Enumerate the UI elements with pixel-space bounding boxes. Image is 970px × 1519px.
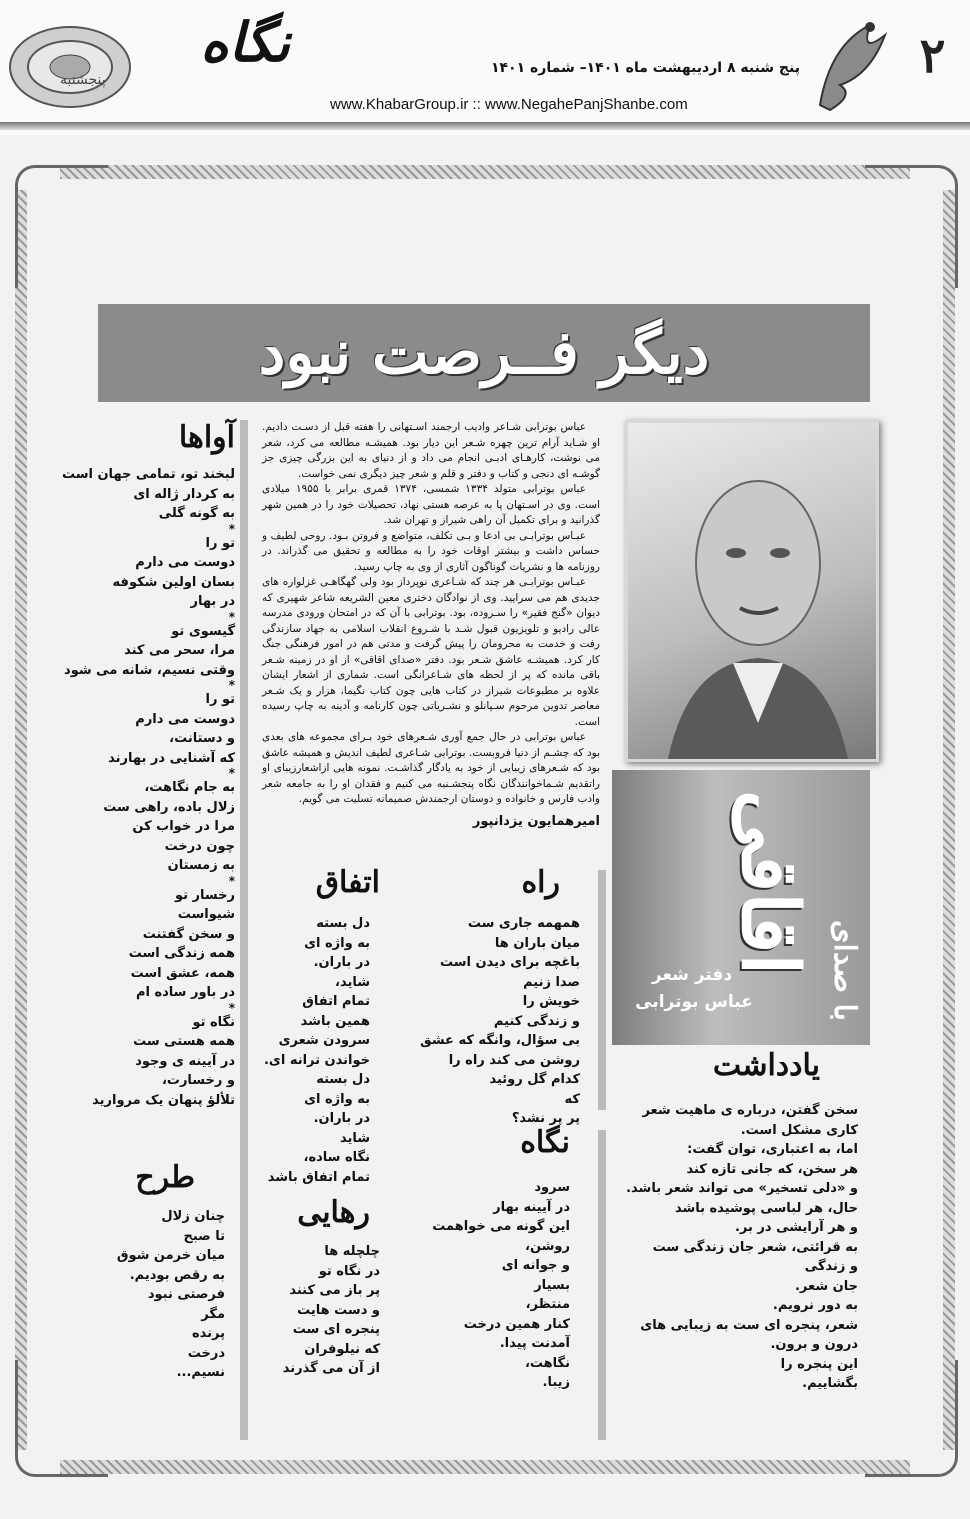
poem-line: و جوانه ای	[501, 1258, 570, 1273]
poem-line: نگاه ساده،	[303, 1150, 370, 1165]
poem-line: در آیینه ی وجود	[135, 1053, 235, 1069]
poem-line: شعر، پنجره ای ست به زیبایی های	[640, 1317, 858, 1333]
poem-line: در باور ساده ام	[135, 985, 235, 1000]
poem-line: میان خرمن شوق	[116, 1248, 225, 1263]
poem-line: خویش را	[522, 994, 580, 1009]
article-paragraph: عباس بوترابی در حال جمع آوری شـعرهای خود بـرای مجموعه های بعدی بود که چشـم از دنیا فروبست. بوترابی شـاعری لطیف اندیش و همیشه عاشق بود که شـعرهای زیبایی از خود به یادگار گذاشـت. نمونه هایی ازاشعارزیبای او راتقدیم شـماخوانندگان نگاه پنجشـنبه می کنیم و فقدان او را به جامعه شعر وادب فارس و خانواده و دوستان ارجمندش صمیمانه تسلیت می گویم.	[262, 731, 600, 805]
stanza-separator: *	[228, 1000, 235, 1015]
stanza-separator: *	[228, 609, 235, 624]
poem-line: منتظر،	[525, 1297, 570, 1312]
column-divider	[598, 1130, 606, 1440]
poem-line: در باران.	[313, 955, 370, 970]
book-cover-author: عباس بوترابی	[635, 992, 753, 1012]
yaddasht-note	[615, 1048, 870, 1394]
poem-raah	[420, 865, 590, 1129]
poem-line: به زمستان	[167, 858, 235, 873]
poem-title: طرح	[135, 1160, 195, 1195]
poem-line: سرود	[534, 1180, 570, 1195]
poem-line: که	[564, 1091, 580, 1107]
poem-line: تو را	[205, 692, 235, 707]
poem-line: و دستانت،	[169, 731, 235, 746]
poem-avaha	[61, 420, 235, 1110]
poem-line: بی سؤال، وانگه که عشق	[420, 1033, 580, 1048]
poem-line: پر پر نشد؟	[511, 1111, 580, 1126]
poem-line: تلألؤ پنهان یک مروارید	[92, 1092, 235, 1108]
poem-line: سرودن شعری	[278, 1033, 370, 1048]
poem-line: شیواست	[177, 907, 235, 922]
poem-title: راه	[521, 865, 560, 900]
article-paragraph: عبـاس بوترابـی بی ادعا و بـی تکلف، متواضع و فروتن بـود. روحی لطیف و حساس داشت و بیشتر اوقات خود را به مطالعه و تحقیق می گذراند. در روزنامه ها و نشریات گوناگون آثاری از وی به چاپ رسید.	[262, 529, 600, 573]
poem-line: بسان اولین شکوفه	[112, 574, 235, 590]
frame-left	[15, 190, 27, 1450]
page-number: ۲	[919, 28, 946, 84]
poem-line: صدا زنیم	[523, 974, 580, 990]
poem-line: مگر	[201, 1306, 225, 1322]
poem-line: تمام اتفاق باشد	[267, 1169, 370, 1185]
poem-line: میان باران ها	[494, 935, 580, 951]
phoenix-ornament	[800, 5, 900, 115]
poem-line: نسیم...	[176, 1365, 225, 1380]
websites: www.KhabarGroup.ir :: www.NegahePanjShanbe.com	[330, 96, 688, 113]
poem-line: بگشاییم.	[802, 1376, 858, 1391]
frame-bottom	[60, 1460, 910, 1474]
poem-line: چون درخت	[164, 838, 235, 854]
poem-title: نگاه	[520, 1125, 570, 1160]
book-cover-title: اقاقی	[724, 790, 815, 976]
column-divider	[598, 870, 606, 1110]
poem-line: همه هستی ست	[133, 1034, 235, 1049]
stanza-separator: *	[228, 521, 235, 536]
poem-line: از آن می گذرند	[282, 1361, 380, 1376]
poem-line: نگاهت،	[524, 1355, 570, 1371]
poem-line: مرا در خواب کن	[132, 819, 235, 834]
poem-line: تمام اتفاق	[302, 994, 370, 1009]
poem-rahaei	[260, 1195, 410, 1379]
poem-line: درخت	[187, 1345, 225, 1361]
poem-line: فرصتی نبود	[147, 1287, 225, 1302]
stanza-separator: *	[228, 766, 235, 780]
poem-ettefagh	[260, 865, 410, 1187]
poem-line: جان شعر.	[794, 1278, 858, 1294]
poem-line: وقتی نسیم، شانه می شود	[64, 662, 235, 678]
article	[262, 420, 600, 829]
poem-line: تو را	[205, 535, 235, 551]
poem-line: و زندگی	[804, 1259, 858, 1274]
poem-line: گیسوی تو	[171, 623, 235, 639]
poem-line: شاید	[339, 1130, 370, 1146]
frame-corner-tr	[865, 165, 958, 288]
poem-line: به رقص بودیم.	[129, 1267, 225, 1283]
poem-line: و «دلی تسخیر» می تواند شعر باشد.	[626, 1181, 858, 1196]
poem-line: در آیینه بهار	[493, 1199, 570, 1215]
poem-line: در باران.	[313, 1111, 370, 1126]
poem-line: نگاه تو	[192, 1014, 235, 1030]
article-paragraph: عبـاس بوترابـی هر چند که شـاعری نوپرداز بود ولی گهگاهـی غزلواره های جدیدی هم می سرایید. وی از نوادگان دختری معین الشریعه شاعر شهیری که دیوان «گنج فقیر» را سـروده، بود. بوترابی با آن که در امتحان ورودی مدرسه عالی رادیو و تلویزیون قبول شـد با شـروع انقلاب اسلامی به جهاد سازندگی رفت و خدمت به محرومان را پیش گرفت و مدتی هم در امور فرهنگی جنگ کار کرد. همیشـه عاشق شـعر بود. دفتر «صدای اقاقی» از او در زمینه شـعر باقی مانده که پر از لحظه های شـاعرانگی است. شماری از اشعار ایشان علاوه بر مطبوعات شیراز در کتاب هایی چون کتاب نگیما، هزار و یک شـعر معاصر تدوین مرحوم سـپانلو و نشـریاتی چون کارنامه و آدینه به چاپ رسیده است.	[262, 576, 600, 728]
poem-line: چنان زلال	[161, 1209, 225, 1224]
article-paragraph: عباس بوترابی شـاعر وادیب ارجمند اسـتهانی را هفته قبل از دسـت دادیم. او شـاید آرام ترین چهره شـعر این دیار بود. همیشـه مطالعه می کرد، شعر می نوشت، کارهـای ادبـی انجام می داد و از دنیای به این بزرگی چیزی جز گوشـه ای دنجی و کتاب و دفتر و قلم و شعر چیز دیگری نمی خواست.	[262, 421, 600, 480]
frame-right	[943, 190, 955, 1450]
poem-line: و هر آرایشی در بر.	[734, 1220, 858, 1235]
poem-title: آواها	[178, 420, 235, 455]
poem-title: اتفاق	[315, 865, 380, 900]
poem-negah	[432, 1125, 590, 1393]
poem-line: دل بسته	[316, 1072, 370, 1087]
poem-line: در بهار	[190, 594, 235, 609]
poem-line: و زندگی کنیم	[493, 1013, 580, 1029]
poem-line: دوست می دارم	[135, 711, 235, 727]
logo-subtitle: پنجشنبه	[60, 72, 106, 88]
poem-line: بسیار	[534, 1277, 570, 1293]
poem-line: به قرائتی، شعر جان زندگی ست	[652, 1239, 858, 1255]
article-author: امیرهمایون یزدانپور	[472, 813, 600, 829]
poem-line: همهمه جاری ست	[467, 916, 580, 931]
poem-line: خواندن ترانه ای.	[263, 1052, 370, 1068]
poem-tarh	[95, 1160, 235, 1383]
poem-line: لبخند تو، تمامی جهان است	[61, 467, 235, 482]
poem-line: دل بسته	[316, 916, 370, 931]
book-cover-subtitle: دفتر شعر	[651, 965, 733, 985]
header-ornament-left	[5, 20, 135, 115]
portrait-photo	[625, 420, 879, 762]
poem-line: و دست هایت	[297, 1302, 380, 1318]
dateline: پنج شنبه ۸ اردیبهشت ماه ۱۴۰۱– شماره ۱۴۰۱	[490, 60, 800, 76]
poem-line: روشن،	[525, 1238, 570, 1254]
column-divider	[240, 420, 248, 1440]
poem-line: چلچله ها	[324, 1244, 380, 1259]
page-number-box	[905, 28, 960, 103]
book-cover	[612, 770, 870, 1045]
poem-line: زیبا.	[542, 1375, 570, 1390]
frame-top	[60, 165, 910, 179]
headline-banner	[98, 304, 870, 402]
poem-line: در نگاه تو	[318, 1263, 380, 1279]
poem-line: اما، به اعتباری، توان گفت:	[687, 1142, 858, 1157]
poem-line: مرا، سحر می کند	[124, 643, 235, 658]
poem-title: رهایی	[297, 1195, 370, 1230]
logo: نگاه	[200, 10, 290, 74]
poem-line: شاید،	[335, 974, 370, 990]
poem-line: به جام نگاهت،	[144, 780, 235, 795]
poem-line: و سخن گفتنت	[142, 926, 235, 942]
poem-line: که آشنایی در بهارند	[108, 750, 235, 766]
poem-line: به گونه گلی	[158, 506, 235, 521]
poem-line: آمدنت پیدا.	[499, 1336, 570, 1351]
poem-line: پرنده	[191, 1326, 225, 1341]
poem-line: باغچه برای دیدن است	[440, 955, 580, 970]
poem-line: به کردار ژاله ای	[133, 486, 235, 502]
stanza-separator: *	[228, 678, 235, 692]
poem-line: دوست می دارم	[135, 555, 235, 570]
stanza-separator: *	[228, 873, 235, 888]
poem-line: کنار همین درخت	[463, 1316, 570, 1332]
poem-line: روشن می کند راه را	[448, 1052, 580, 1068]
poem-line: این گونه می خواهمت	[432, 1219, 570, 1234]
poem-line: به دور نرویم.	[772, 1298, 858, 1313]
poem-line: به واژه ای	[304, 1091, 370, 1107]
book-cover-prefix: با صدای	[827, 920, 862, 1021]
poem-line: حال، هر لباسی پوشیده باشد	[674, 1200, 858, 1216]
poem-line: همه زندگی است	[128, 946, 235, 961]
poem-line: رخسار تو	[174, 887, 235, 903]
poem-line: پر باز می کنند	[289, 1283, 380, 1298]
headline: دیگر فــرصت نبود	[258, 318, 710, 388]
poem-line: همه، عشق است	[130, 965, 235, 981]
poem-line: که نیلوفران	[304, 1341, 380, 1357]
poem-line: تا صبح	[183, 1228, 225, 1244]
poem-line: این پنجره را	[780, 1356, 858, 1372]
frame-corner-br	[865, 1360, 958, 1477]
article-paragraph: عباس بوترابی متولد ۱۳۳۴ شمسی، ۱۳۷۴ قمری برابر با ۱۹۵۵ میلادی است. وی در اسـتهان پا به عرصه هستی نهاد، تحصیلات خود را در همین شهر گذرانید و برای تکمیل آن راهی شیراز و تهران شد.	[262, 483, 600, 526]
poem-line: درون و برون.	[770, 1337, 858, 1352]
header-rule	[0, 122, 970, 130]
poem-line: همین باشد	[300, 1013, 370, 1029]
frame-corner-tl	[15, 165, 108, 288]
poem-line: کاری مشکل است.	[740, 1122, 858, 1138]
poem-line: به واژه ای	[304, 935, 370, 951]
poem-line: زلال باده، راهی ست	[103, 799, 235, 815]
poem-line: و رخسارت،	[161, 1073, 235, 1088]
poem-line: کدام گل روئید	[489, 1072, 580, 1087]
poem-title: یادداشت	[712, 1048, 820, 1083]
poem-line: سخن گفتن، درباره ی ماهیت شعر	[642, 1103, 858, 1118]
poem-line: هر سخن، که جانی تازه کند	[686, 1161, 858, 1177]
poem-line: پنجره ای ست	[292, 1322, 380, 1337]
